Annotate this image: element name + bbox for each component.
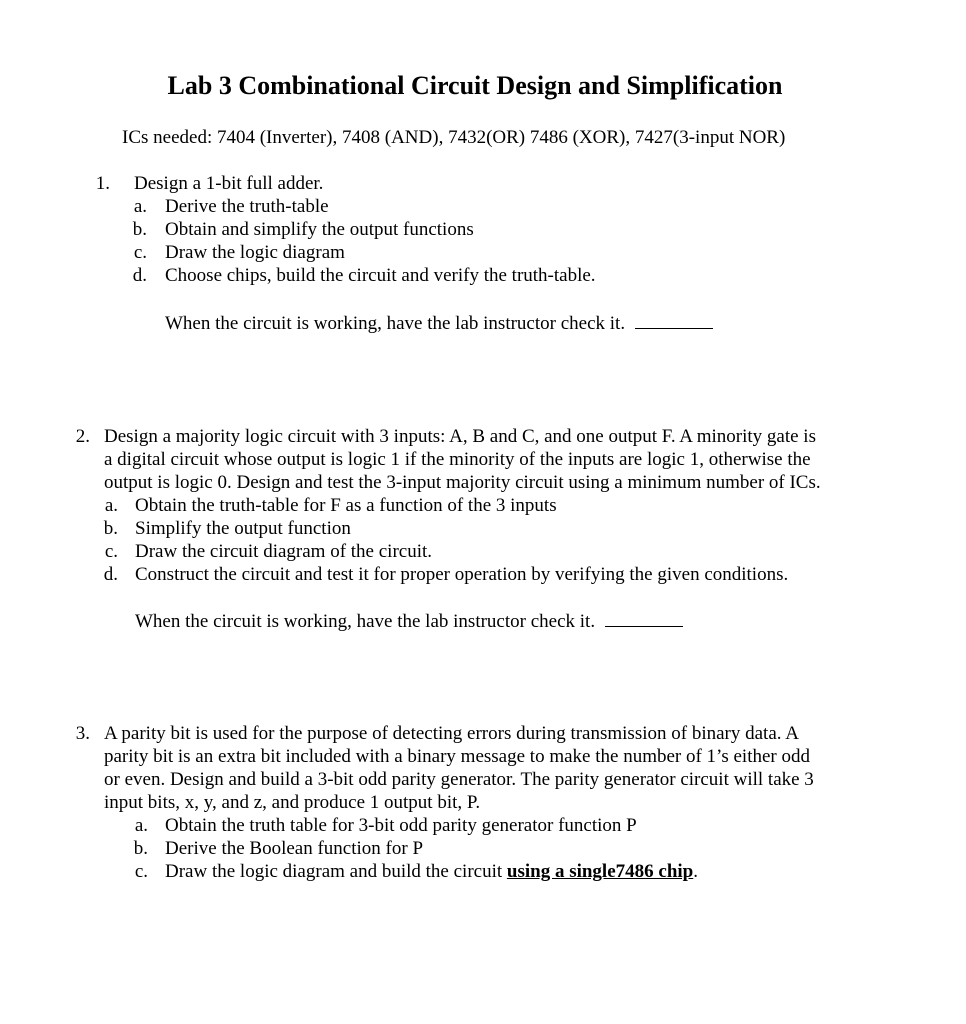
list-item: Derive the Boolean function for P [165,838,424,859]
item-letter: a. [134,815,148,836]
item-letter: d. [103,564,118,585]
item-letter: a. [133,196,147,217]
item-letter: c. [104,541,118,562]
question-text: Design a 1-bit full adder. [134,173,324,194]
instructor-check-line [135,609,683,633]
instructor-check-line [165,311,713,335]
item-letter: c. [133,242,147,263]
page-title: Lab 3 Combinational Circuit Design and Simplification [167,71,783,100]
question-text-line: parity bit is an extra bit included with a binary message to make the number of 1’s either odd [104,746,810,767]
list-item-end: . [693,861,698,882]
question-number: 3. [75,723,90,744]
instructor-check-text: When the circuit is working, have the lab instructor check it. [135,611,596,632]
list-item-text: Draw the logic diagram and build the circuit [165,861,507,882]
question-text-line: output is logic 0. Design and test the 3-input majority circuit using a minimum number of ICs. [104,472,821,493]
signature-blank [635,311,713,329]
list-item: Obtain and simplify the output functions [165,219,474,240]
question-text-line: Design a majority logic circuit with 3 inputs: A, B and C, and one output F. A minority gate is [104,426,816,447]
list-item: Draw the circuit diagram of the circuit. [135,541,433,562]
question-text-line: a digital circuit whose output is logic 1 if the minority of the inputs are logic 1, otherwise the [104,449,811,470]
question-number: 2. [75,426,90,447]
list-item: Derive the truth-table [165,196,329,217]
item-letter: d. [132,265,147,286]
list-item [165,860,698,883]
list-item: Choose chips, build the circuit and verify the truth-table. [165,265,596,286]
list-item: Draw the logic diagram [165,242,345,263]
question-text-line: input bits, x, y, and z, and produce 1 output bit, P. [104,792,481,813]
item-letter: b. [132,219,147,240]
emphasized-text: using a single7486 chip [506,861,694,882]
ics-needed: ICs needed: 7404 (Inverter), 7408 (AND), 7432(OR) 7486 (XOR), 7427(3-input NOR) [122,127,786,148]
item-letter: a. [104,495,118,516]
question-number: 1. [95,173,110,194]
list-item: Obtain the truth-table for F as a function of the 3 inputs [135,495,557,516]
question-text-line: or even. Design and build a 3-bit odd parity generator. The parity generator circuit will take 3 [104,769,814,790]
instructor-check-text: When the circuit is working, have the lab instructor check it. [165,313,626,334]
signature-blank [605,609,683,627]
list-item: Simplify the output function [135,518,351,539]
item-letter: b. [103,518,118,539]
question-text-line: A parity bit is used for the purpose of detecting errors during transmission of binary data. A [104,723,799,744]
item-letter: c. [134,861,148,882]
list-item: Obtain the truth table for 3-bit odd parity generator function P [165,815,637,836]
list-item: Construct the circuit and test it for proper operation by verifying the given conditions. [135,564,789,585]
item-letter: b. [133,838,148,859]
